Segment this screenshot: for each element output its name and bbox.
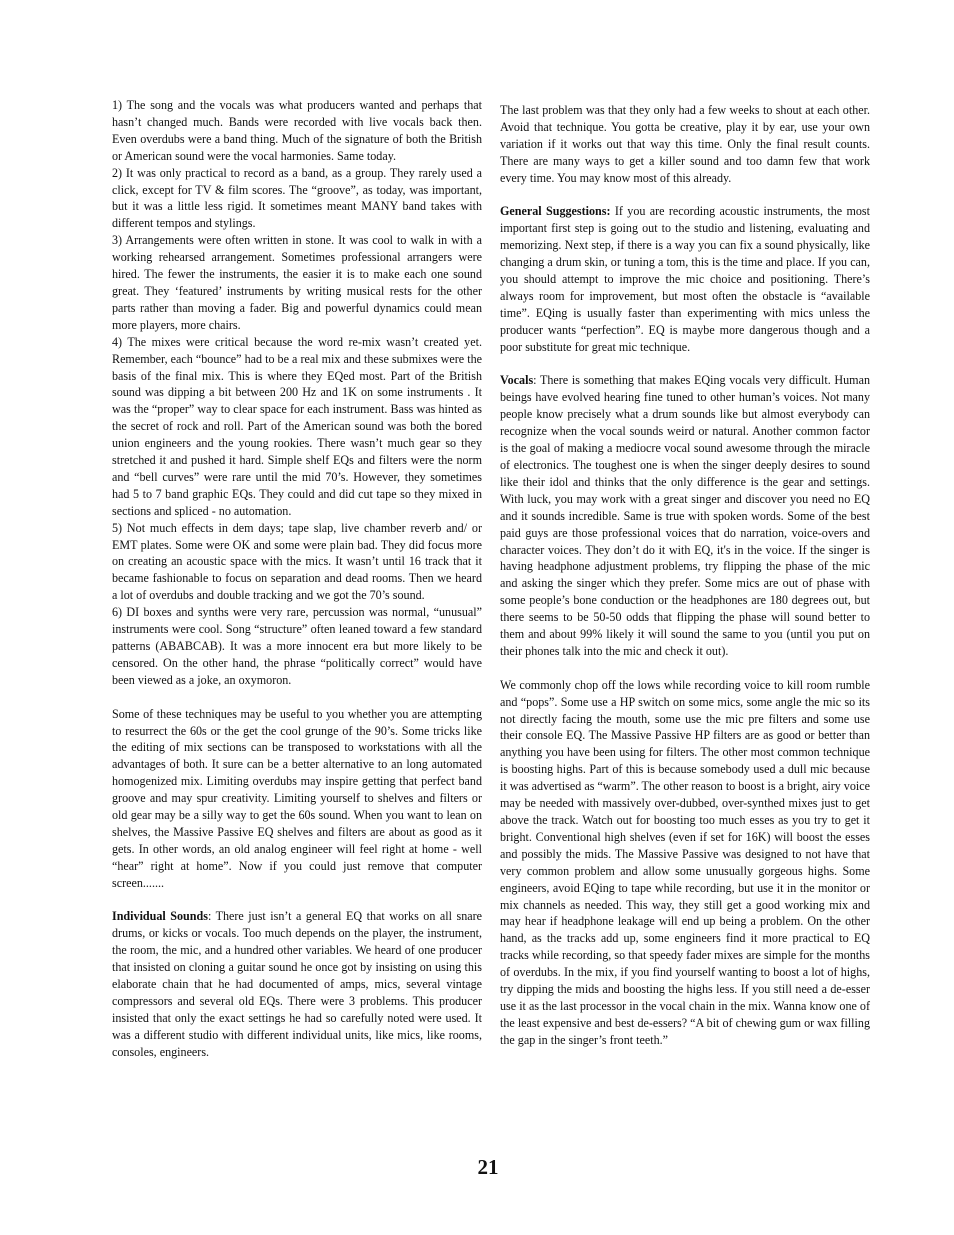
paragraph-lows: We commonly chop off the lows while recording voice to kill room rumble and “pops”. Some use a HP switch on some mics, some angle the mic so its not directly facing the mouth, some use the mic pre filters and some use their console EQ. The Massive Passive HP filters are as good or better than anything you have been using for filters. The other most common technique is boosting highs. Part of this is because somebody used a dull mic because it was advertised as “warm”. The other reason to boost is a bright, airy voice may be needed with massively over-dubbed, over-synthed mixes just to get above the track. Watch out for boosting too much esses as you try to get it bright. Conventional high shelves (even if set for 16K) will boost the esses and possibly the mids. The Massive Passive was designed to not have that very common problem and allow some unusually gorgeous highs. Some engineers, avoid EQing to tape while recording, but use it in the monitor or mix channels as needed. This way, they still get a good working mix and may hear if headphone leakage will end up being a problem. On the other hand, as the tracks add up, some engineers find it more practical to EQ tracks while recording, so that speedy fader mixes are simple for the months of overdubs. In the mix, if you find yourself wanting to boost a lot of highs, try dipping the mids and boosting the highs less. If you still need a de-esser use it as the last processor in the vocal chain in the mix. Wanna know one of the least expensive and best de-essers? “A bit of chewing gum or wax filling the gap in the singer’s front teeth.” xyxy=(500,677,870,1047)
list-item-2: 2) It was only practical to record as a band, as a group. They rarely used a click, except for TV & film scores. The “groove”, as today, was important, but it was a little less rigid. It sometimes meant MANY band takes with different tempos and stylings. xyxy=(112,165,482,231)
paragraph-techniques: Some of these techniques may be useful to you whether you are attempting to resurrect the 60s or the get the cool grunge of the 90’s. Some tricks like the editing of mix sections can be transposed to workstations with all the advantages of both. It sure can be a better alternative to an long automated homogenized mix. Limiting overdubs may inspire getting that perfect band groove and may spur creativity. Limiting yourself to shelves and filters or old gear may be a silly way to get the 60s sound. When you want to lean on shelves, the Massive Passive EQ shelves and filters are about as good as it gets. In other words, an old analog engineer will feel right at home - well “hear” right at home”. Now if you could just remove that computer screen....... xyxy=(112,706,482,890)
right-column xyxy=(500,102,870,1049)
list-item-6: 6) DI boxes and synths were very rare, percussion was normal, “unusual” instruments were cool. Song “structure” often leaned toward a few standard patterns (ABABCAB). It was a more innocent era but more likely to be censored. On the other hand, the phrase “politically correct” would have been viewed as a joke, an oxymoron. xyxy=(112,605,482,687)
left-column xyxy=(112,97,482,1061)
list-item-5: 5) Not much effects in dem days; tape slap, live chamber reverb and/ or EMT plates. Some were OK and some were plain bad. They did focus more on creating an acoustic space with the mics. It wasn’t until 16 track that it became fashionable to focus on separation and dead rooms. Then we heard a lot of overdubs and double tracking and we got the 70’s sound. xyxy=(112,520,482,603)
body-vocals: : There is something that makes EQing vocals very difficult. Human beings have evolved hearing fine tuned to other human’s voices. Not many people know precisely what a drum sounds like but almost everybody can recognize when the vocal sounds weird or natural. Another common factor is the goal of making a mediocre vocal sound awesome through the miracle of electronics. The toughest one is when the singer deeply desires to sound like their idol and thinks that the only difference is the gear and settings. With luck, you may work with a great singer and discover you need no EQ and it sounds incredible. Same is true with spoken words. Some of the best paid guys are those professional voices that do narration, voice-overs and character voices. They don’t do it with EQ, it's in the voice. If the singer is having headphone adjustment problems, try flipping the phase of the mic and asking the singer which they prefer. Some mics are out of phase with some people’s bone conduction or the headphones are 180 degrees out, but there seems to be 50-50 odds that flipping the phase will sound better to them and about 99% likely it will sound the same to you (until you put on their phones talk into the mic and check it out). xyxy=(500,373,870,658)
heading-general-suggestions: General Suggestions: xyxy=(500,204,611,219)
heading-individual-sounds: Individual Sounds xyxy=(112,909,208,924)
list-item-1: 1) The song and the vocals was what producers wanted and perhaps that hasn’t changed much. Bands were recorded with live vocals back then. Even overdubs were a band thing. Much of the signature of both the British or American sound were the vocal harmonies. Same today. xyxy=(112,98,482,163)
body-general-suggestions: If you are recording acoustic instruments, the most important first step is going out to the studio and listening, evaluating and memorizing. Next step, if there is a way you can fix a sound physically, like changing a drum skin, or tuning a tom, this is the time and place. If you can, you should attempt to improve the mic choice and positioning. There’s always room for improvement, but most often the obstacle is “available time”. EQing is usually faster than experimenting with mics unless the producer wants “perfection”. EQ is maybe more dangerous though and a poor substitute for great mic technique. xyxy=(500,204,870,354)
body-individual-sounds: : There just isn’t a general EQ that works on all snare drums, or kicks or vocals. Too much depends on the player, the instrument, the room, the mic, and a hundred other variables. We heard of one producer that insisted on cloning a guitar sound he once got by insisting on using this elaborate chain that he had documented of amps, mics, several vintage compressors and several old EQs. There were 3 problems. This producer insisted that only the exact settings he had so carefully noted were used. It was a different studio with different individual units, like mics, like rooms, consoles, engineers. xyxy=(112,909,482,1059)
list-item-3: 3) Arrangements were often written in stone. It was cool to walk in with a working rehearsed arrangement. Sometimes professional arrangers were hired. The fewer the instruments, the easier it is to make each one sound great. They ‘featured’ instruments by writing musical rests for the other parts rather than moving a fader. Big and powerful dynamics could mean more players, more chairs. xyxy=(112,233,482,332)
paragraph-vocals xyxy=(500,372,870,659)
heading-vocals: Vocals xyxy=(500,373,534,388)
page-number: 21 xyxy=(477,1155,499,1179)
paragraph-general-suggestions xyxy=(500,203,870,355)
list-item-4: 4) The mixes were critical because the word re-mix wasn’t created yet. Remember, each “bounce” had to be a real mix and these submixes were the basis of the final mix. This is where they EQed most. Part of the British sound was dipping a bit between 200 Hz and 1K on some instruments . It was the “proper” way to clear space for each instrument. Bass was hinted as the secret of rock and roll. Part of the American sound was both the bored union engineers and the young rookies. There wasn’t much gear so they stretched it and pushed it hard. Simple shelf EQs and filters were the norm and “bell curves” were rare until the mid 70’s. However, they sometimes had 5 to 7 band graphic EQs. They could and did cut tape so they mixed in sections and spliced - no automation. xyxy=(112,334,482,518)
paragraph-last-problem: The last problem was that they only had a few weeks to shout at each other. Avoid that technique. You gotta be creative, play it by ear, use your own variation if it works out that way this time. Only the final result counts. There are many ways to get a killer sound and too damn few that work every time. You may know most of this already. xyxy=(500,103,870,185)
paragraph-individual-sounds xyxy=(112,908,482,1060)
